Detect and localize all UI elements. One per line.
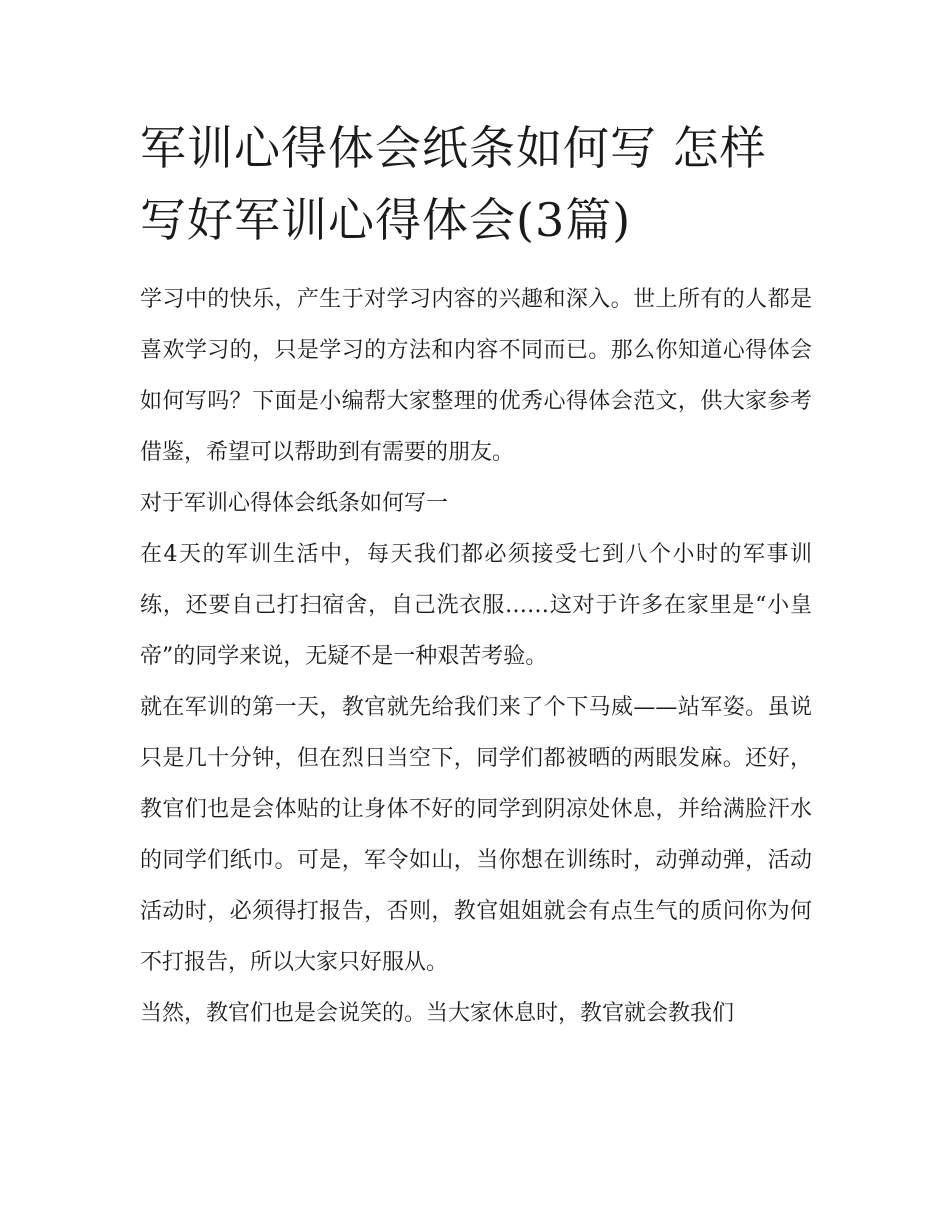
body-paragraph: 在4天的军训生活中，每天我们都必须接受七到八个小时的军事训练，还要自己打扫宿舍，自己洗衣服……这对于许多在家里是“小皇帝”的同学来说，无疑不是一种艰苦考验。 [140, 542, 812, 669]
body-paragraph: 当然，教官们也是会说笑的。当大家休息时，教官就会教我们 [140, 1001, 735, 1026]
intro-paragraph: 学习中的快乐，产生于对学习内容的兴趣和深入。世上所有的人都是喜欢学习的，只是学习的方法和内容不同而已。那么你知道心得体会如何写吗？下面是小编帮大家整理的优秀心得体会范文，供大家参考借鉴，希望可以帮助到有需要的朋友。 [140, 287, 812, 465]
document-page [140, 112, 812, 1039]
body-paragraph: 就在军训的第一天，教官就先给我们来了个下马威——站军姿。虽说只是几十分钟，但在烈日当空下，同学们都被晒的两眼发麻。还好，教官们也是会体贴的让身体不好的同学到阴凉处休息，并给满脸汗水的同学们纸巾。可是，军令如山，当你想在训练时，动弹动弹，活动活动时，必须得打报告，否则，教官姐姐就会有点生气的质问你为何不打报告，所以大家只好服从。 [140, 695, 812, 975]
document-title: 军训心得体会纸条如何写 怎样写好军训心得体会(3篇) [140, 121, 767, 247]
section-heading: 对于军训心得体会纸条如何写一 [140, 491, 449, 516]
